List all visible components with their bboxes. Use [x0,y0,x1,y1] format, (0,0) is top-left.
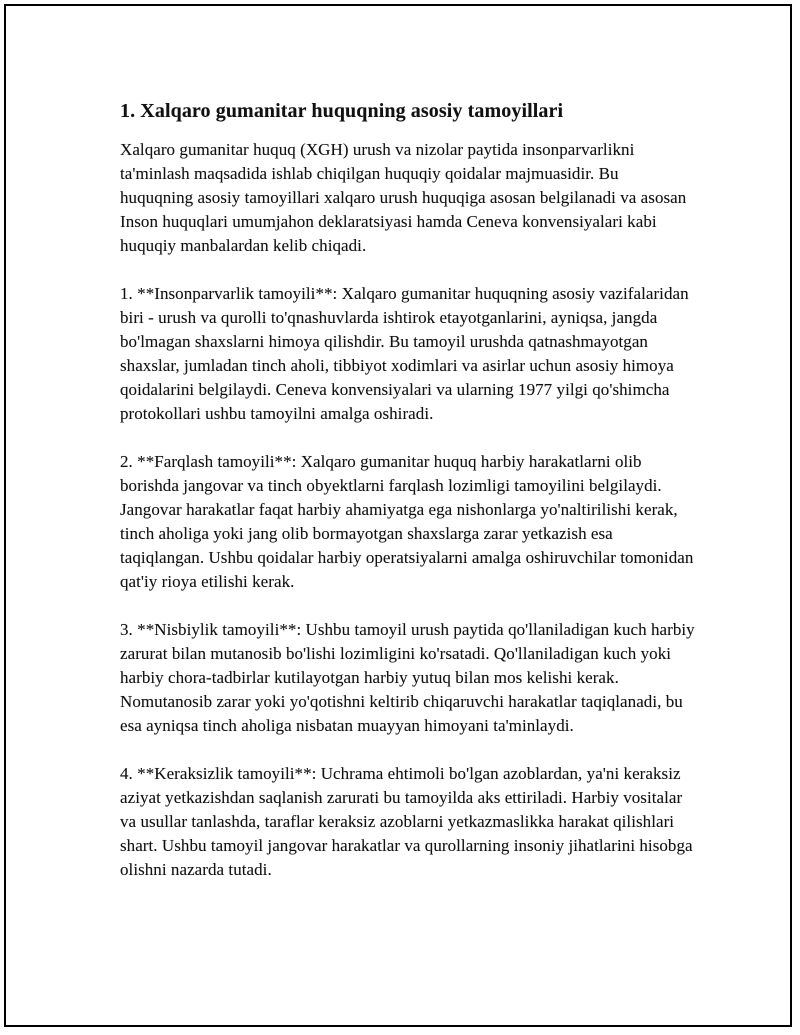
paragraph-unnecessary-suffering-principle: 4. **Keraksizlik tamoyili**: Uchrama ehtimoli bo'lgan azoblardan, ya'ni keraksiz aziyat yetkazishdan saqlanish zarurati bu tamoyilda aks ettiriladi. Harbiy vositalar va usullar tanlashda, taraflar keraksiz azoblarni yetkazmaslikka harakat qilishlari shart. Ushbu tamoyil jangovar harakatlar va qurollarning insoniy jihatlarini hisobga olishni nazarda tutadi. [120,764,693,879]
page-frame [4,4,792,1027]
paragraph-distinction-principle: 2. **Farqlash tamoyili**: Xalqaro gumanitar huquq harbiy harakatlarni olib borishda jangovar va tinch obyektlarni farqlash lozimligi tamoyilini belgilaydi. Jangovar harakatlar faqat harbiy ahamiyatga ega nishonlarga yo'naltirilishi kerak, tinch aholiga yoki jang olib bormayotgan shaxslarga zarar yetkazish esa taqiqlangan. Ushbu qoidalar harbiy operatsiyalarni amalga oshiruvchilar tomonidan qat'iy rioya etilishi kerak. [120,452,694,591]
paragraph-proportionality-principle: 3. **Nisbiylik tamoyili**: Ushbu tamoyil urush paytida qo'llaniladigan kuch harbiy zarurat bilan mutanosib bo'lishi lozimligini ko'rsatadi. Qo'llaniladigan kuch yoki harbiy chora-tadbirlar kutilayotgan harbiy yutuq bilan mos kelishi kerak. Nomutanosib zarar yoki yo'qotishni keltirib chiqaruvchi harakatlar taqiqlanadi, bu esa ayniqsa tinch aholiga nisbatan muayyan himoyani ta'minlaydi. [120,620,695,735]
paragraph-humanity-principle: 1. **Insonparvarlik tamoyili**: Xalqaro gumanitar huquqning asosiy vazifalaridan biri - urush va qurolli to'qnashuvlarda ishtirok etayotganlarini, ayniqsa, jangda bo'lmagan shaxslarni himoya qilishdir. Bu tamoyil urushda qatnashmayotgan shaxslar, jumladan tinch aholi, tibbiyot xodimlari va asirlar uchun asosiy himoya qoidalarini belgilaydi. Ceneva konvensiyalari va ularning 1977 yilgi qo'shimcha protokollari ushbu tamoyilni amalga oshiradi. [120,284,689,423]
document-body [120,94,695,906]
paragraph-intro: Xalqaro gumanitar huquq (XGH) urush va nizolar paytida insonparvarlikni ta'minlash maqsadida ishlab chiqilgan huquqiy qoidalar majmuasidir. Bu huquqning asosiy tamoyillari xalqaro urush huquqiga asosan belgilanadi va asosan Inson huquqlari umumjahon deklaratsiyasi hamda Ceneva konvensiyalari kabi huquqiy manbalardan kelib chiqadi. [120,140,687,255]
document-title: 1. Xalqaro gumanitar huquqning asosiy tamoyillari [120,100,564,122]
